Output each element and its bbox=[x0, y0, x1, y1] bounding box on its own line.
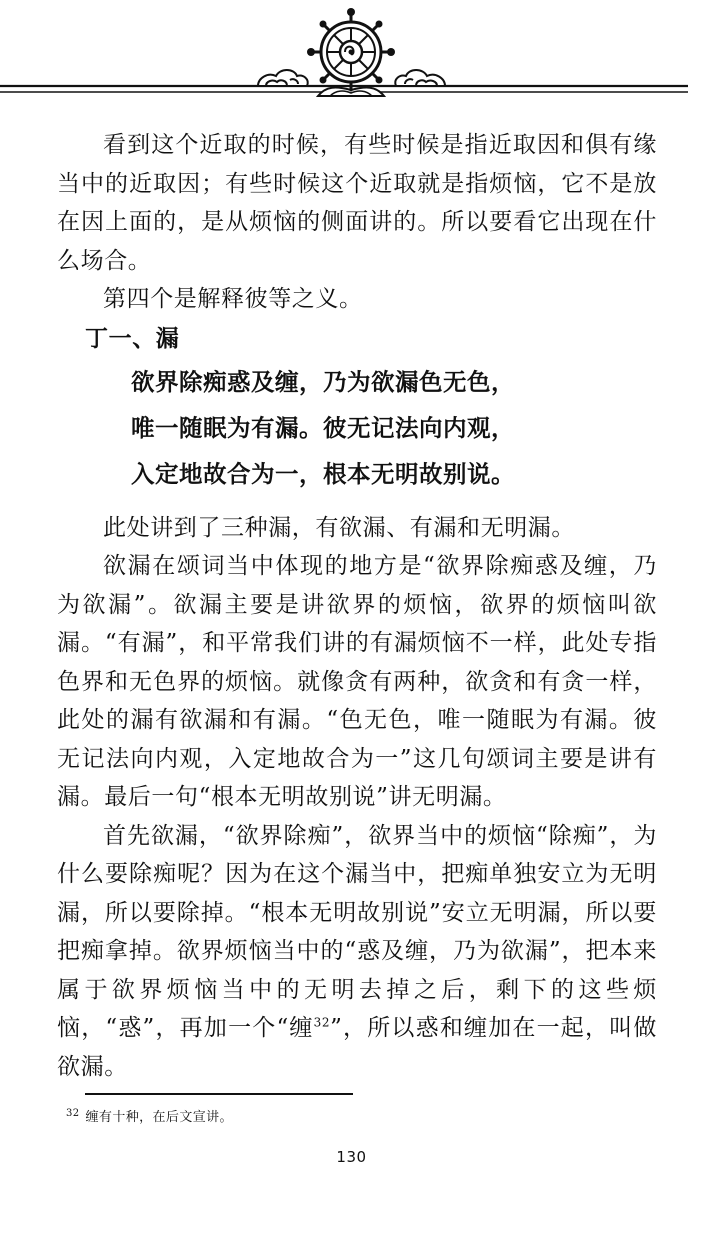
main-text-column bbox=[57, 126, 657, 1086]
verse-line: 入定地故合为一，根本无明故别说。 bbox=[131, 459, 515, 488]
verse-block bbox=[57, 359, 657, 497]
footnote-text: 缠有十种，在后文宣讲。 bbox=[85, 1110, 233, 1125]
body-paragraph: 欲漏在颂词当中体现的地方是“欲界除痴惑及缠，乃为欲漏”。欲漏主要是讲欲界的烦恼，欲界的烦恼叫欲漏。“有漏”，和平常我们讲的有漏烦恼不一样，此处专指色界和无色界的烦恼。就像贪有两种，欲贪和有贪一样，此处的漏有欲漏和有漏。“色无色，唯一随眠为有漏。彼无记法向内观，入定地故合为一”这几句颂词主要是讲有漏。最后一句“根本无明故别说”讲无明漏。 bbox=[57, 553, 657, 810]
verse-line: 欲界除痴惑及缠，乃为欲漏色无色， bbox=[131, 367, 515, 396]
body-paragraph: 第四个是解释彼等之义。 bbox=[103, 286, 363, 312]
cloud-scroll-icon bbox=[258, 70, 308, 86]
footnote-divider bbox=[85, 1093, 353, 1095]
paragraph-text: ”，所以惑和缠加在一起，叫做欲漏。 bbox=[57, 1015, 657, 1080]
footnote-reference[interactable]: 32 bbox=[313, 1015, 331, 1030]
footnote bbox=[66, 1108, 233, 1128]
page-number: 130 bbox=[336, 1148, 367, 1166]
paragraph-text: 首先欲漏，“欲界除痴”，欲界当中的烦恼“除痴”，为什么要除痴呢？因为在这个漏当中，把痴单独安立为无明漏，所以要除掉。“根本无明故别说”安立无明漏，所以要把痴拿掉。欲界烦恼当中的“惑及缠，乃为欲漏”，把本来属于欲界烦恼当中的无明去掉之后，剩下的这些烦恼，“惑”，再加一个“缠 bbox=[57, 822, 657, 1041]
verse-line: 唯一随眠为有漏。彼无记法向内观， bbox=[131, 413, 515, 442]
body-paragraph: 此处讲到了三种漏，有欲漏、有漏和无明漏。 bbox=[103, 514, 575, 541]
body-paragraph bbox=[57, 817, 657, 1087]
page-header-ornament bbox=[0, 0, 703, 110]
cloud-scroll-icon bbox=[395, 70, 445, 86]
body-paragraph: 看到这个近取的时候，有些时候是指近取因和俱有缘当中的近取因；有些时候这个近取就是指烦恼，它不是放在因上面的，是从烦恼的侧面讲的。所以要看它出现在什么场合。 bbox=[57, 132, 657, 274]
dharma-wheel-icon bbox=[307, 8, 395, 96]
section-heading: 丁一、漏 bbox=[85, 325, 180, 352]
header-ornament-graphic bbox=[0, 0, 703, 110]
footnote-number: 32 bbox=[66, 1107, 80, 1119]
